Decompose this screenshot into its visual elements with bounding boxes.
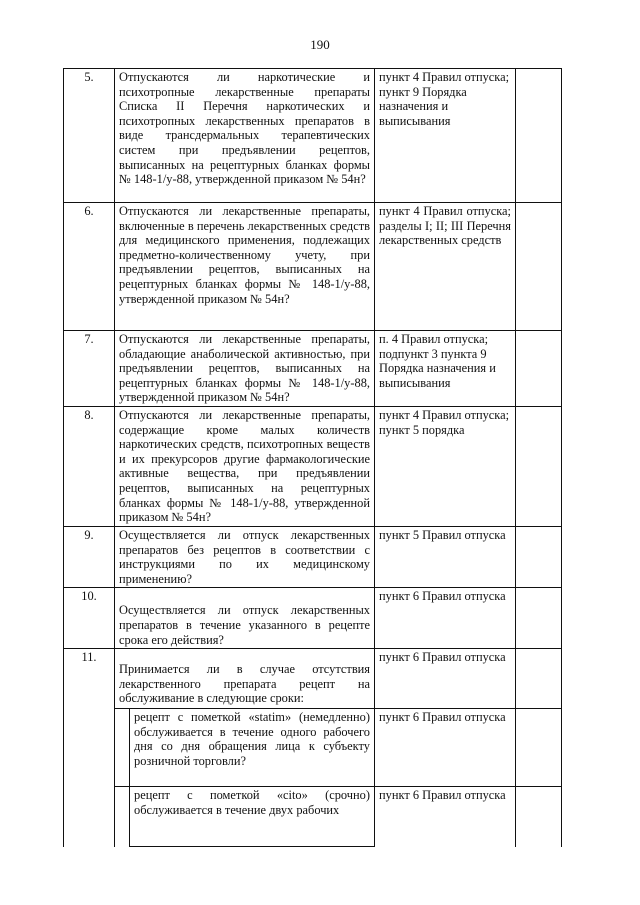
answer-cell [516,406,562,526]
row-number: 7. [64,331,115,407]
question-cell [115,588,375,649]
answer-cell [516,331,562,407]
table-row [64,649,562,709]
table-row [64,69,562,203]
reference-text: пункт 4 Правил отпуска; пункт 5 порядка [379,407,510,437]
question-text: Отпускаются ли лекарственные препараты, включенные в перечень лекарственных средств для медицинского применения, подлежащих предметно-количественному учету, при предъявлении рецептов, выписанных на рецептурных бланках формы № 148-1/у-88, утвержденной приказом № 54н? [119,204,370,306]
row-number: 8. [64,406,115,526]
question-cell [115,406,375,526]
question-cell [115,203,375,331]
sub-question-cell [130,787,375,847]
question-text: Осуществляется ли отпуск лекарственных препаратов без рецептов в соответствии с инструкциями по их медицинскому применению? [119,527,370,586]
answer-cell [516,526,562,587]
reference-cell [375,331,516,407]
sub-question-cell [130,709,375,787]
reference-text: пункт 6 Правил отпуска [379,650,506,665]
reference-cell [375,69,516,203]
answer-cell [516,709,562,787]
table-row [64,331,562,407]
reference-text: пункт 6 Правил отпуска [379,788,506,803]
question-text: Отпускаются ли наркотические и психотропные лекарственные препараты Списка II Перечня наркотических и психотропных лекарственных препаратов в виде трансдермальных терапевтических систем при предъявлении рецептов, выписанных на рецептурных бланках формы № 148-1/у-88, утвержденной приказом № 54н? [119,70,370,187]
question-text: Отпускаются ли лекарственные препараты, обладающие анаболической активностью, при предъявлении рецептов, выписанных на рецептурных бланках формы № 148-1/у-88, утвержденной приказом № 54н? [119,332,370,405]
question-text: Принимается ли в случае отсутствия лекарственного препарата рецепт на обслуживание в следующие сроки: [119,662,370,706]
row-number: 6. [64,203,115,331]
table-row [64,787,562,847]
reference-text: пункт 6 Правил отпуска [379,589,506,604]
reference-text: п. 4 Правил отпуска; подпункт 3 пункта 9 Порядка назначения и выписывания [379,332,496,390]
reference-text: пункт 6 Правил отпуска [379,710,506,725]
question-cell [115,526,375,587]
checklist-table [63,68,562,847]
reference-text: пункт 4 Правил отпуска; пункт 9 Порядка назначения и выписывания [379,70,510,128]
reference-cell [375,709,516,787]
answer-cell [516,69,562,203]
reference-cell [375,588,516,649]
row-number: 11. [64,649,115,847]
reference-cell [375,203,516,331]
reference-cell [375,649,516,709]
table-row [64,709,562,787]
table-row [64,203,562,331]
answer-cell [516,649,562,709]
indent-cell [115,709,130,787]
reference-cell [375,526,516,587]
table-row [64,588,562,649]
question-text: Осуществляется ли отпуск лекарственных препаратов в течение указанного в рецепте срока его действия? [119,603,370,647]
answer-cell [516,787,562,847]
reference-text: пункт 4 Правил отпуска; разделы I; II; III Перечня лекарственных средств [379,204,511,248]
indent-cell [115,787,130,847]
question-cell [115,69,375,203]
question-cell [115,331,375,407]
page-number: 190 [310,37,330,52]
table-row [64,526,562,587]
question-text: Отпускаются ли лекарственные препараты, содержащие кроме малых количеств наркотических средств, психотропных веществ и их прекурсоров другие фармакологические активные вещества, при предъявлении рецептов, выписанных на рецептурных бланках формы № 148-1/у-88, утвержденной приказом № 54н? [119,407,370,525]
answer-cell [516,203,562,331]
table-row [64,406,562,526]
row-number: 10. [64,588,115,649]
answer-cell [516,588,562,649]
row-number: 5. [64,69,115,203]
row-number: 9. [64,526,115,587]
sub-question-text: рецепт с пометкой «cito» (срочно) обслуживается в течение двух рабочих [134,788,370,817]
reference-text: пункт 5 Правил отпуска [379,527,506,542]
question-cell [115,649,375,709]
reference-cell [375,787,516,847]
reference-cell [375,406,516,526]
sub-question-text: рецепт с пометкой «statim» (немедленно) обслуживается в течение одного рабочего дня со дня обращения лица к субъекту розничной торговли? [134,710,370,768]
